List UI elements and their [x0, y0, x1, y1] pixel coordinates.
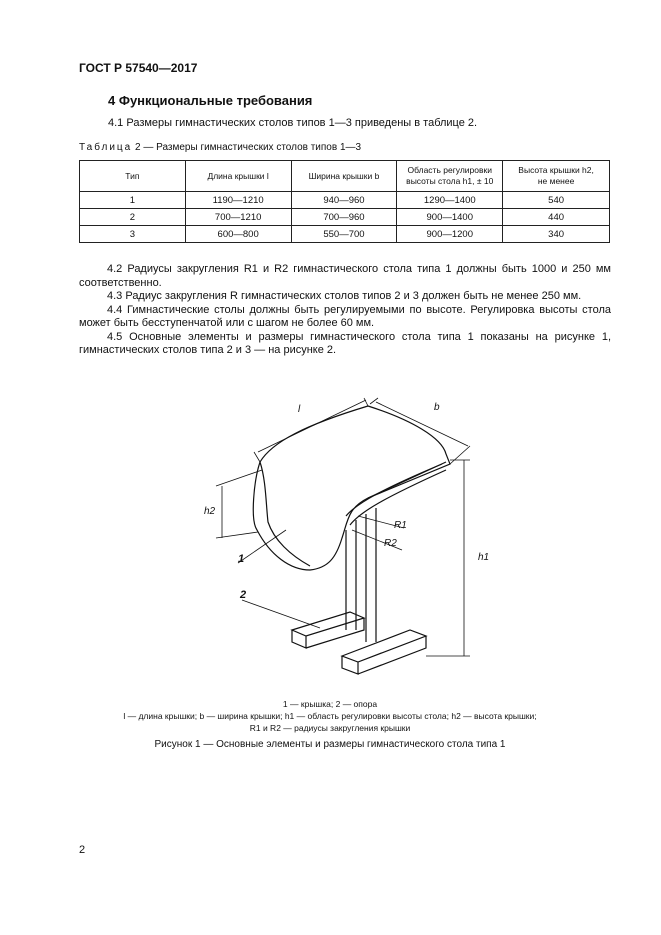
header-height-line1: Высота крышки h2, — [518, 165, 594, 175]
label-l: l — [298, 404, 301, 415]
label-r1: R1 — [394, 520, 407, 531]
paragraph-4-4: 4.4 Гимнастические столы должны быть регулируемыми по высоте. Регулировка высоты стола может быть бесступенчатой или с шагом не более 60 мм. — [79, 303, 611, 329]
cell-range: 1290—1400 — [397, 192, 503, 209]
cell-width: 700—960 — [291, 209, 397, 226]
header-range-line1: Область регулировки — [407, 165, 492, 175]
cell-length: 1190—1210 — [185, 192, 291, 209]
dimension-h1-line — [426, 460, 470, 656]
requirements-text — [79, 263, 611, 358]
paragraph-4-3: 4.3 Радиус закругления R гимнастических столов типов 2 и 3 должен быть не менее 250 мм. — [107, 290, 582, 302]
header-range-line2: высоты стола h1, ± 10 — [406, 176, 494, 186]
table-row — [80, 209, 610, 226]
cell-height: 540 — [503, 192, 610, 209]
header-height-line2: не менее — [537, 176, 575, 186]
table-row — [80, 192, 610, 209]
header-width: Ширина крышки b — [291, 161, 397, 192]
document-id: ГОСТ Р 57540—2017 — [79, 61, 198, 75]
cell-range: 900—1400 — [397, 209, 503, 226]
paragraph-4-1: 4.1 Размеры гимнастических столов типов 1—3 приведены в таблице 2. — [108, 117, 478, 129]
cell-type: 3 — [80, 226, 186, 243]
tabletop-curve — [346, 464, 442, 516]
paragraph-4-5: 4.5 Основные элементы и размеры гимнастического стола типа 1 показаны на рисунке 1, гимнастических столов типа 2 и 3 — на рисунке 2. — [79, 330, 611, 356]
table-caption-text: 2 — Размеры гимнастических столов типов 1—3 — [132, 142, 362, 153]
gymnastic-table-drawing — [180, 380, 500, 680]
cell-range: 900—1200 — [397, 226, 503, 243]
table-caption-word: Таблица — [79, 142, 133, 153]
label-b: b — [434, 402, 440, 413]
label-2: 2 — [240, 589, 247, 601]
tabletop-curve-inner — [350, 470, 446, 525]
label-r2: R2 — [384, 538, 397, 549]
figure-caption: Рисунок 1 — Основные элементы и размеры гимнастического стола типа 1 — [154, 739, 506, 750]
support-foot-front — [342, 630, 426, 674]
table-caption — [79, 142, 361, 153]
dimensions-table — [79, 160, 610, 243]
page-number: 2 — [79, 844, 86, 856]
figure-legend-line3: R1 и R2 — радиусы закругления крышки — [249, 723, 411, 733]
header-height — [503, 161, 610, 192]
section-title: 4 Функциональные требования — [108, 93, 313, 108]
label-1: 1 — [238, 553, 245, 565]
table-header-row — [80, 161, 610, 192]
header-type: Тип — [80, 161, 186, 192]
header-length: Длина крышки l — [185, 161, 291, 192]
leader-2 — [242, 600, 320, 628]
label-h1: h1 — [478, 552, 490, 563]
cell-width: 550—700 — [291, 226, 397, 243]
header-range — [397, 161, 503, 192]
cell-height: 340 — [503, 226, 610, 243]
tabletop-front-edge — [260, 462, 310, 566]
dimension-b-line — [370, 398, 470, 464]
label-h2: h2 — [204, 506, 216, 517]
figure-legend-line2: l — длина крышки; b — ширина крышки; h1 — область регулировки высоты стола; h2 — высота крышки; — [123, 711, 537, 721]
dimension-l-line — [254, 398, 368, 462]
paragraph-4-2: 4.2 Радиусы закругления R1 и R2 гимнастического стола типа 1 должны быть 1000 и 250 мм соответственно. — [79, 263, 611, 289]
cell-type: 2 — [80, 209, 186, 226]
support-foot-rear — [292, 612, 364, 648]
cell-height: 440 — [503, 209, 610, 226]
figure-legend-line1: 1 — крышка; 2 — опора — [282, 699, 378, 709]
cell-width: 940—960 — [291, 192, 397, 209]
table-row — [80, 226, 610, 243]
cell-length: 700—1210 — [185, 209, 291, 226]
cell-type: 1 — [80, 192, 186, 209]
cell-length: 600—800 — [185, 226, 291, 243]
